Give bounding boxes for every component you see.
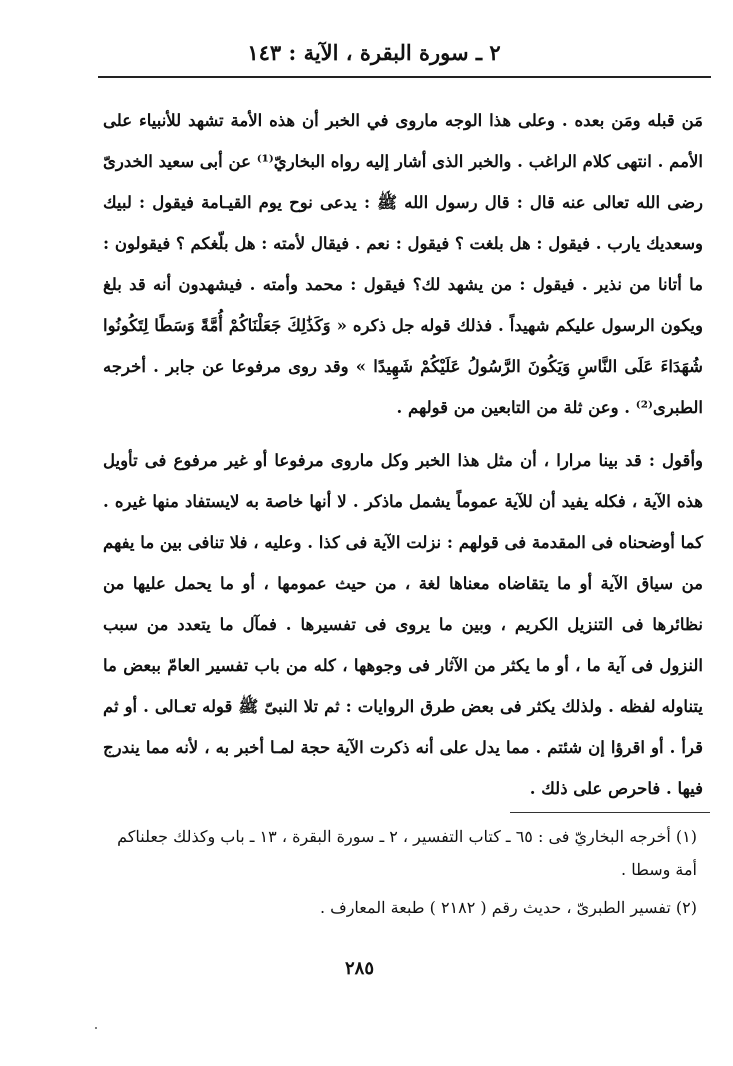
- footnote-2: (٢) تفسير الطبرىّ ، حديث رقم ( ٢١٨٢ ) طبعة المعارف .: [319, 898, 697, 917]
- footnote-1: (١) أخرجه البخاريّ فى : ٦٥ ـ كتاب التفسير ، ٢ ـ سورة البقرة ، ١٣ ـ باب وكذلك جعلناكم أمة وسطا .: [117, 827, 697, 879]
- running-header: ٢ ـ سورة البقرة ، الآية : ١٤٣: [247, 40, 501, 65]
- scan-speck: [95, 1027, 97, 1029]
- body-paragraph-1: مَن قبله ومَن بعده . وعلى هذا الوجه ماروى في الخبر أن هذه الأمة تشهد للأنبياء على الأمم . انتهى كلام الراغب . والخبر الذى أشار إليه رواه البخاريّ⁽¹⁾ عن أبى سعيد الخدرىّ رضى الله تعالى عنه قال : قال رسول الله ﷺ : يدعى نوح يوم القيـامة فيقول : لبيك وسعديك يارب . فيقول : هل بلغت ؟ فيقول : نعم . فيقال لأمته : هل بلّغكم ؟ فيقولون : ما أتانا من نذير . فيقول : من يشهد لك؟ فيقول : محمد وأمته . فيشهدون أنه قد بلغ ويكون الرسول عليكم شهيداً . فذلك قوله جل ذكره « وَكَذَٰلِكَ جَعَلْنَاكُمْ أُمَّةً وَسَطًا لِتَكُونُوا شُهَدَاءَ عَلَى النَّاسِ وَيَكُونَ الرَّسُولُ عَلَيْكُمْ شَهِيدًا » وقد روى مرفوعا عن جابر . أخرجه الطبرى⁽²⁾ . وعن ثلة من التابعين من قولهم .: [103, 111, 703, 417]
- page-number: ٢٨٥: [345, 958, 375, 979]
- body-paragraph-2: وأقول : قد بينا مرارا ، أن مثل هذا الخبر وكل ماروى مرفوعا أو غير مرفوع فى تأويل هذه الآية ، فكله يفيد أن للآية عموماً يشمل ماذكر . لا أنها خاصة به لايستفاد منها غيره . كما أوضحناه فى المقدمة فى قولهم : نزلت الآية فى كذا . وعليه ، فلا تنافى بين ما يفهم من سياق الآية أو ما يتقاضاه معناها لغة ، من حيث عمومها ، أو ما يحمل عليها من نظائرها فى التنزيل الكريم ، وبين ما يروى فى تفسيرها . فمآل ما يتعدد من سبب النزول فى آية ما ، أو ما يكثر من الآثار فى وجوهها ، كله من باب تفسير العامّ ببعض ما يتناوله لفظه . ولذلك يكثر فى بعض طرق الروايات : ثم تلا النبىّ ﷺ قوله تعـالى . أو ثم قرأ . أو اقرؤا إن شئتم . مما يدل على أنه ذكرت الآية حجة لمـا أخبر به ، لأنه مما يندرج فيها . فاحرص على ذلك .: [103, 451, 703, 798]
- footnotes: [110, 820, 705, 924]
- header-rule: [98, 76, 711, 78]
- footnote-separator: [510, 812, 710, 813]
